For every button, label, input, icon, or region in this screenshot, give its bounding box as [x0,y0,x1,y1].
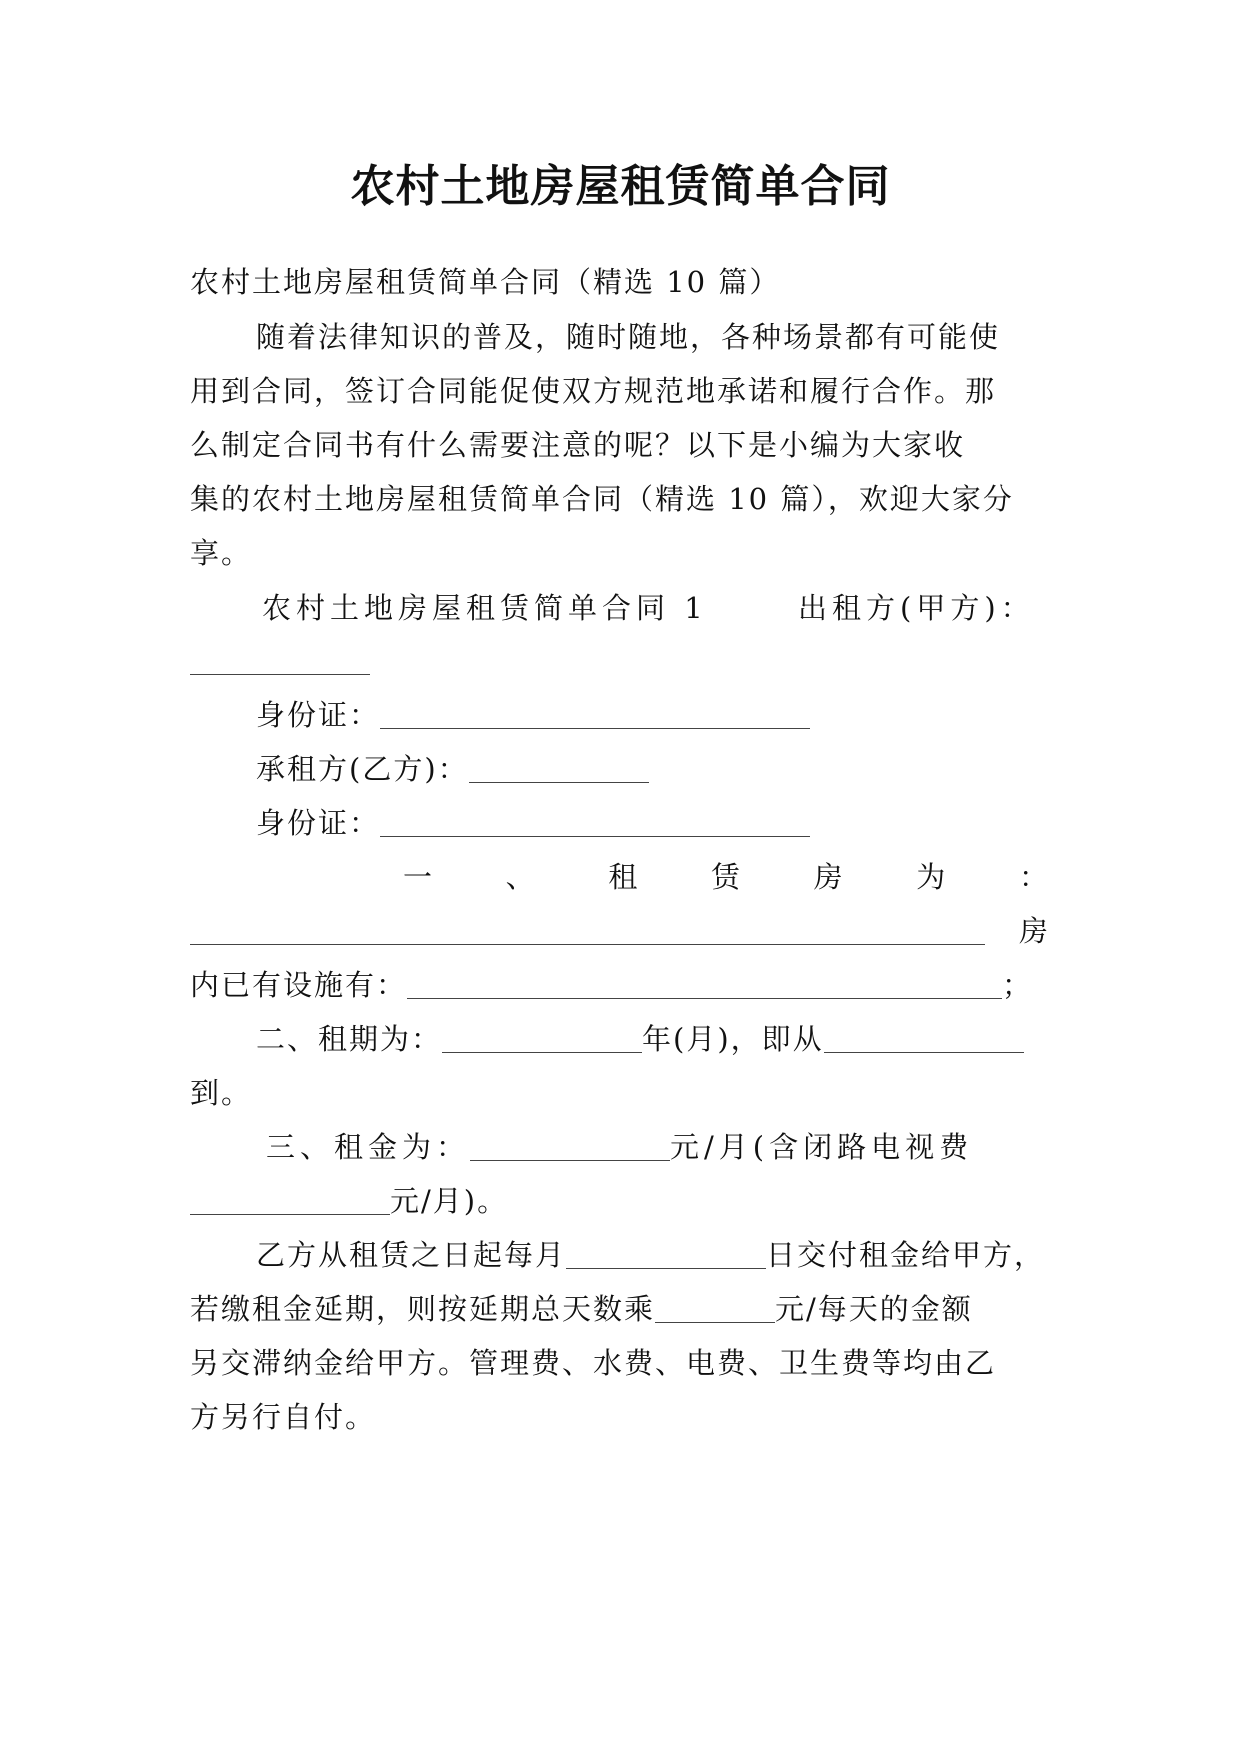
contract1-heading: 农村土地房屋租赁简单合同 1 [262,591,708,625]
lessor-id-blank[interactable] [380,700,810,729]
clause1-semicolon: ； [1002,968,1034,1002]
lessee-row [256,749,1050,789]
clause1-house-blank[interactable] [190,916,985,945]
payment-line-3: 另交滞纳金给甲方。管理费、水费、电费、卫生费等均由乙 [190,1346,997,1380]
payment-line-4: 方另行自付。 [190,1400,377,1434]
intro-line-2: 用到合同，签订合同能促使双方规范地承诺和履行合作。那 [190,374,997,408]
clause1-char: 租 [608,860,640,894]
clause2-mid: 年(月)，即从 [642,1022,824,1056]
clause1-heading-row [403,857,1050,897]
clause1-char: ： [1018,860,1050,894]
clause2-row [256,1019,1050,1059]
lessee-blank[interactable] [469,754,649,783]
payment-text: 日交付租金给甲方， [766,1238,1046,1272]
clause1-char: 为 [916,860,948,894]
clause1-end: 房 [1018,914,1050,948]
clause1-char: 赁 [710,860,742,894]
clause1-blank-row [190,911,1050,951]
intro-line-1: 随着法律知识的普及，随时随地，各种场景都有可能使 [256,320,1001,354]
clause1-facilities-label: 内已有设施有： [190,968,408,1002]
lessor-label: 出租方(甲方)： [798,591,1035,625]
lessee-id-row [256,803,1050,843]
clause3-mid: 元/月(含闭路电视费 [670,1130,974,1164]
clause1-char: 一 [403,860,435,894]
clause3-prefix: 三、租金为： [266,1130,471,1164]
tv-fee-blank[interactable] [190,1186,390,1215]
clause2-end: 到。 [190,1076,253,1110]
intro-line-3: 么制定合同书有什么需要注意的呢？以下是小编为大家收 [190,428,966,462]
start-date-blank[interactable] [824,1024,1024,1053]
rent-blank[interactable] [470,1132,670,1161]
payment-line-2 [190,1289,1050,1329]
clause3-cont-row [190,1181,1050,1221]
document-subtitle: 农村土地房屋租赁简单合同（精选 10 篇） [190,265,781,299]
lessee-label: 承租方(乙方)： [256,752,469,786]
intro-line-5: 享。 [190,536,253,570]
clause1-facilities-row [190,965,1050,1005]
lessor-blank[interactable] [190,646,370,675]
clause3-end: 元/月)。 [390,1184,509,1218]
payment-text: 乙方从租赁之日起每月 [256,1238,567,1272]
late-fee-blank[interactable] [655,1294,775,1323]
clause2-prefix: 二、租期为： [256,1022,443,1056]
term-blank[interactable] [442,1024,642,1053]
payment-text: 若缴租金延期，则按延期总天数乘 [190,1292,656,1326]
lessor-blank-row [190,641,1050,681]
document-title: 农村土地房屋租赁简单合同 [350,161,891,212]
payment-text: 元/每天的金额 [775,1292,973,1326]
payment-line-1 [256,1235,1050,1275]
lessor-id-row [256,695,1050,735]
lessee-id-blank[interactable] [380,808,810,837]
contract1-heading-row [262,588,1050,628]
clause1-char: 、 [505,860,537,894]
intro-line-4: 集的农村土地房屋租赁简单合同（精选 10 篇），欢迎大家分 [190,482,1014,516]
lessor-id-label: 身份证： [256,698,381,732]
pay-day-blank[interactable] [566,1240,766,1269]
facilities-blank[interactable] [407,970,1002,999]
lessee-id-label: 身份证： [256,806,381,840]
clause3-row [266,1127,1050,1167]
clause1-char: 房 [813,860,845,894]
